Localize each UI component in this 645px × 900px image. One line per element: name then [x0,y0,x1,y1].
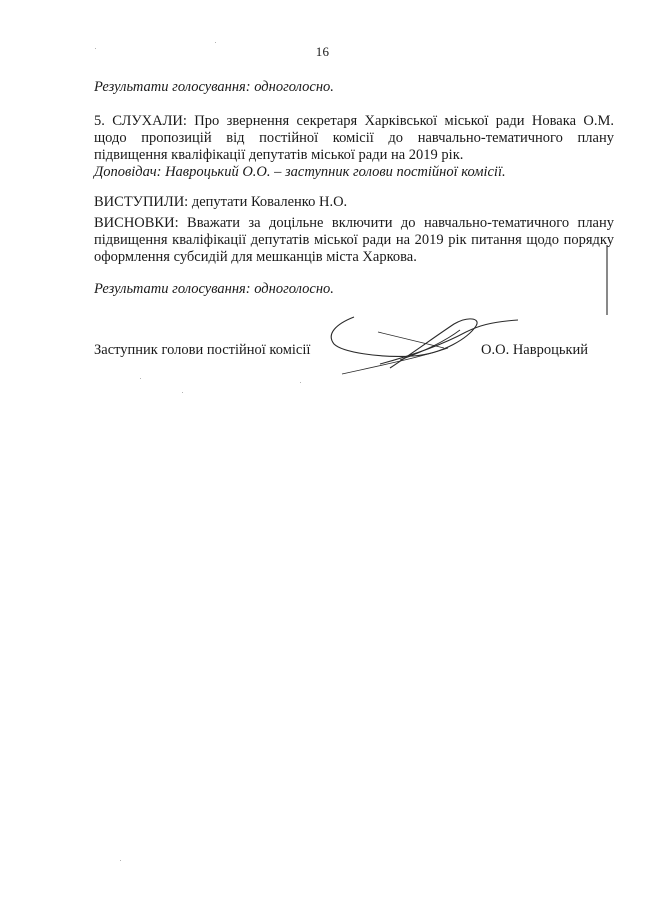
page-number: 16 [315,44,330,59]
scan-speck [215,42,216,43]
scan-speck [95,48,96,49]
item5-heard-line2: щодо пропозицій від постійної комісії до навчально-тематичного плану [94,130,614,146]
scan-speck [140,378,141,379]
scan-speck [120,860,121,861]
item5-heard-line3: підвищення кваліфікації депутатів міської ради на 2019 рік. [94,147,464,163]
spoke-line: ВИСТУПИЛИ: депутати Коваленко Н.О. [94,194,348,210]
item5-speaker: Доповідач: Навроцький О.О. – заступник голови постійної комісії. [94,164,506,180]
scan-speck [300,382,301,383]
voting-result-2: Результати голосування: одноголосно. [94,281,334,297]
scan-speck [182,392,183,393]
conclusions-line1: ВИСНОВКИ: Вважати за доцільне включити до навчально-тематичного плану [94,215,614,231]
conclusions-line2: підвищення кваліфікації депутатів міської ради на 2019 рік питання щодо порядку [94,232,614,248]
voting-result-1: Результати голосування: одноголосно. [94,79,334,95]
signatory-name: О.О. Навроцький [481,342,589,358]
conclusions-line3: оформлення субсидій для мешканців міста Харкова. [94,249,417,265]
signatory-title: Заступник голови постійної комісії [94,342,311,358]
item5-heard-line1: 5. СЛУХАЛИ: Про звернення секретаря Харківської міської ради Новака О.М. [94,113,614,129]
margin-mark [606,245,608,315]
